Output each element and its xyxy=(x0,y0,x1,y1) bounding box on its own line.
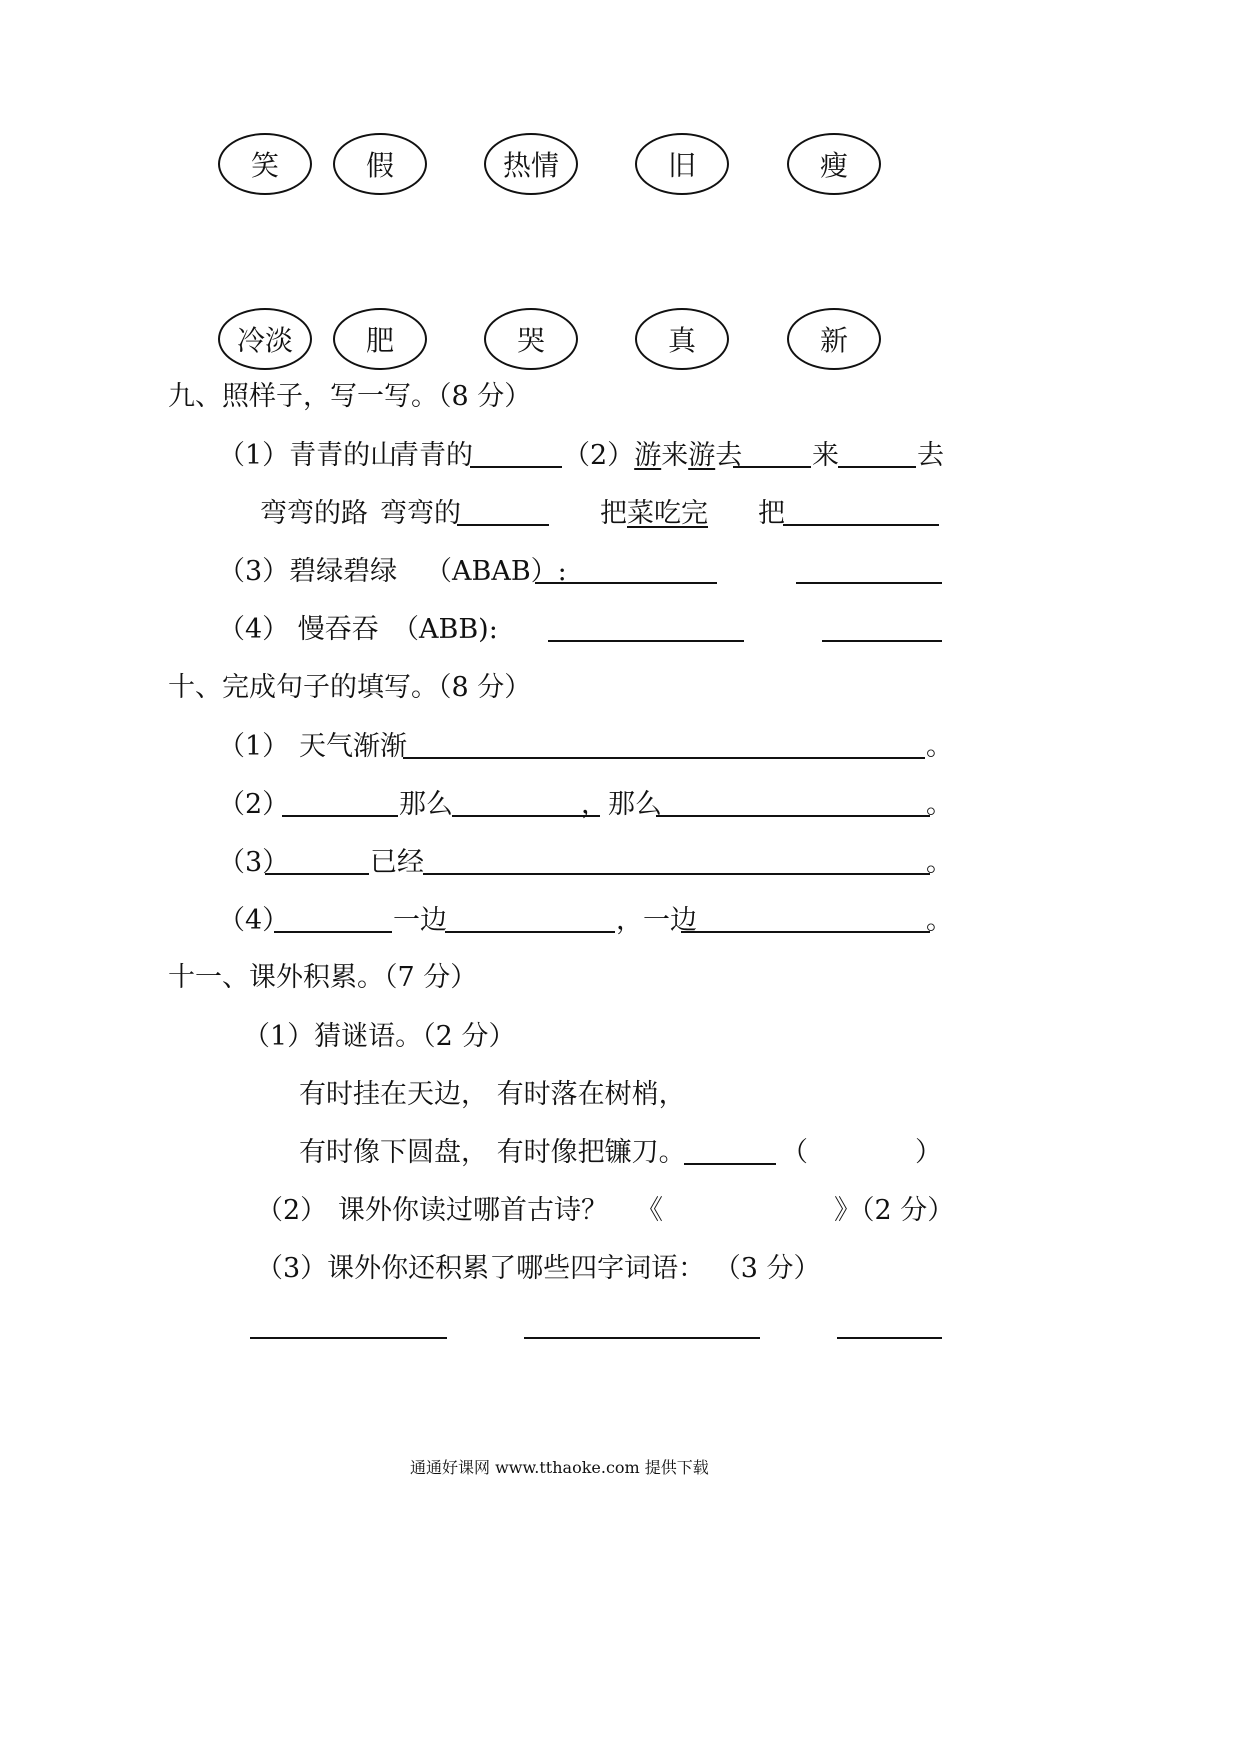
sentence-text: ，那么 xyxy=(581,789,662,820)
answer-blank[interactable] xyxy=(796,582,942,584)
answer-blank[interactable] xyxy=(457,524,549,526)
answer-blank[interactable] xyxy=(452,815,600,817)
answer-blank[interactable] xyxy=(282,815,398,817)
period: 。 xyxy=(926,789,953,820)
answer-blank[interactable] xyxy=(274,931,392,933)
example-text: 把菜吃完 xyxy=(600,498,708,529)
sentence-text: ，一边 xyxy=(616,905,697,936)
example-text: 来 xyxy=(812,440,839,471)
item-number: （2） xyxy=(256,1195,328,1226)
example-text: （ABAB）: xyxy=(425,556,567,587)
example-text: （1）青青的山 xyxy=(218,440,398,471)
answer-blank[interactable] xyxy=(548,640,744,642)
answer-blank[interactable] xyxy=(265,873,369,875)
paren: ） xyxy=(915,1137,942,1168)
example-text: （ABB): xyxy=(392,614,498,645)
oval-word: 新 xyxy=(787,308,881,370)
oval-word: 肥 xyxy=(333,308,427,370)
sentence-text: 已经 xyxy=(370,847,424,878)
answer-blank[interactable] xyxy=(656,815,930,817)
period: 。 xyxy=(926,905,953,936)
period: 。 xyxy=(926,847,953,878)
answer-blank[interactable] xyxy=(403,757,925,759)
answer-blank[interactable] xyxy=(470,466,562,468)
answer-blank[interactable] xyxy=(783,524,939,526)
answer-blank[interactable] xyxy=(838,466,916,468)
riddle-line: 有时挂在天边， 有时落在树梢， xyxy=(299,1079,686,1110)
example-text: （2）游来游去 xyxy=(563,440,743,471)
sub-question: 课外你读过哪首古诗？ xyxy=(338,1195,608,1226)
answer-blank[interactable] xyxy=(445,931,615,933)
answer-blank[interactable] xyxy=(524,1337,760,1339)
sub-question: （1）猜谜语。（2 分） xyxy=(243,1021,516,1052)
item-number: （1） xyxy=(218,731,290,762)
sentence-text: 那么 xyxy=(399,789,453,820)
example-text: 把 xyxy=(758,498,785,529)
oval-word: 真 xyxy=(635,308,729,370)
sub-question: （3）课外你还积累了哪些四字词语： （3 分） xyxy=(256,1253,821,1284)
example-text: 弯弯的路 xyxy=(260,498,368,529)
sentence-text: 天气渐渐 xyxy=(299,731,407,762)
oval-word: 冷淡 xyxy=(218,308,312,370)
answer-blank[interactable] xyxy=(733,466,811,468)
answer-blank[interactable] xyxy=(684,1163,776,1165)
sentence-text: 一边 xyxy=(393,905,447,936)
oval-word: 瘦 xyxy=(787,133,881,195)
footer-text: 通通好课网 www.tthaoke.com 提供下载 xyxy=(410,1458,709,1477)
answer-blank[interactable] xyxy=(837,1337,942,1339)
oval-word: 哭 xyxy=(484,308,578,370)
answer-blank[interactable] xyxy=(423,873,930,875)
paren: （ xyxy=(781,1137,808,1168)
example-text: 青青的 xyxy=(392,440,473,471)
section-title: 九、照样子，写一写。（8 分） xyxy=(168,381,532,412)
answer-blank[interactable] xyxy=(822,640,942,642)
example-text: 弯弯的 xyxy=(380,498,461,529)
section-title: 十、完成句子的填写。（8 分） xyxy=(168,672,532,703)
oval-word: 笑 xyxy=(218,133,312,195)
title-bracket: 》（2 分） xyxy=(834,1195,955,1226)
item-number: （3） xyxy=(218,847,290,878)
section-title: 十一、课外积累。（7 分） xyxy=(168,962,478,993)
answer-blank[interactable] xyxy=(681,931,930,933)
example-text: （4） 慢吞吞 xyxy=(218,614,379,645)
title-bracket: 《 xyxy=(636,1195,663,1226)
example-text: （3）碧绿碧绿 xyxy=(218,556,398,587)
answer-blank[interactable] xyxy=(250,1337,447,1339)
oval-word: 旧 xyxy=(635,133,729,195)
example-text: 去 xyxy=(917,440,944,471)
oval-word: 假 xyxy=(333,133,427,195)
item-number: （2） xyxy=(218,789,290,820)
item-number: （4） xyxy=(218,905,290,936)
riddle-line: 有时像下圆盘， 有时像把镰刀。 xyxy=(299,1137,686,1168)
answer-blank[interactable] xyxy=(535,582,717,584)
period: 。 xyxy=(926,731,953,762)
oval-word: 热情 xyxy=(484,133,578,195)
